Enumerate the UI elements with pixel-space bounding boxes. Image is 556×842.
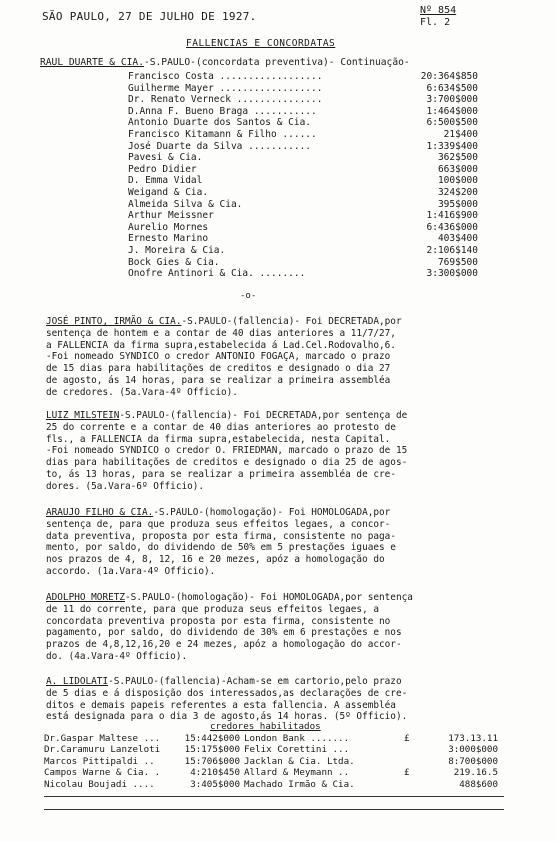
qualified-creditors-table [44,733,514,790]
creditor-row [128,257,498,269]
entry-line: JOSÉ PINTO, IRMÃO & CIA.-S.PAULO-(fallencia)- Foi DECRETADA,por [46,316,402,327]
creditor-amount: 1:416$900 [426,210,478,222]
entry-luiz-milstein [46,410,506,493]
creditor-row [128,199,498,211]
creditor-amount: 324$200 [437,186,478,198]
creditor-amount: 1:339$400 [426,140,478,152]
entry-line: mento, por saldo, do dividendo de 50% em 5 prestações iguaes e [46,542,396,554]
creditor-row [128,94,498,106]
entry-firm-name: LUIZ MILSTEIN [46,410,120,421]
creditor-name: Guilherme Mayer .................. [128,82,323,94]
entry-line: de agosto, ás 14 horas, para se realizar a primeira assembléa [46,374,391,386]
entry-heading-rest: -S.PAULO-(concordata preventiva)- Continuação- [143,57,410,68]
creditor-name: Antonio Duarte dos Santos & Cia. [128,117,312,129]
entry-line: a FALLENCIA da firma supra,estabelecida á Lad.Cel.Rodovalho,6. [46,339,396,351]
entry-line: nos prazos de 4, 8, 12, 16 e 20 mezes, apóz a homologação do [46,554,385,566]
entry-line: sentença de, para que produza seus effeitos legaes, a concor- [46,518,391,530]
creditor-amount: 6:436$000 [426,221,478,233]
creditor-row [128,129,498,141]
creditor-amount: 403$400 [437,233,478,245]
creditor-name: Onofre Antinori & Cia. ........ [128,268,306,280]
creditor-name: Aurelio Mornes [128,221,209,233]
creditor-name: Weigand & Cia. [128,186,209,198]
entry-line: pagamento, por saldo, do dividendo de 30% em 6 prestações e nos [46,627,402,639]
creditor-row [128,245,498,257]
entry-line: está designada para o dia 3 de agosto,ás 14 horas. (5º Officio). [46,711,408,723]
creditor-name: José Duarte da Silva ........... [128,140,312,152]
creditor-name: J. Moreira & Cia. [128,244,226,256]
creditor-name: Bock Gies & Cia. [128,256,220,268]
entry-line: de credores. (5a.Vara-4º Officio). [46,386,238,398]
entry-line: data preventiva, proposta por esta firma, consistente no paga- [46,530,396,542]
entry-line: do. (4a.Vara-4º Officio). [46,650,188,662]
divider-rule [44,809,504,810]
entry-a-lidolati [46,676,506,723]
creditor-name: Ernesto Marino [128,233,209,245]
creditor-amount: 3:300$000 [426,268,478,280]
entry-jose-pinto [46,316,506,399]
creditor-amount: 3:700$000 [426,94,478,106]
creditor-row [128,106,498,118]
creditor-name: Almeida Silva & Cia. [128,198,243,210]
sheet-number: Fl. 2 [420,17,451,28]
creditor-row [128,233,498,245]
creditor-name: Arthur Meissner [128,210,214,222]
creditor-amount: 663$000 [437,163,478,175]
creditor-name: Francisco Kitamann & Filho ...... [128,128,317,140]
table-row: Nicolau Boujadi .... 3:405$000 Machado Irmão & Cia. 488$600 [44,778,498,790]
entry-line: fls., a FALLENCIA da firma supra,estabelecida, nesta Capital. [46,433,391,445]
entry-line: accordo. (1a.Vara-4º Officio). [46,565,216,577]
entry-line: concordata preventiva proposta por esta firma, consistente no [46,615,391,627]
table-row: Campos Warne & Cia. . 4:210$450 Allard & Meymann .. £ 219.16.5 [44,767,498,779]
entry-line: de 5 dias e á disposição dos interessados,as declarações de cre- [46,687,408,699]
entry-line: A. LIDOLATI-S.PAULO-(fallencia)-Acham-se em cartorio,pelo prazo [46,676,402,687]
entry-firm-name: ADOLPHO MORETZ [46,592,126,603]
entry-line: de 15 dias para habilitações de creditos e designado o dia 27 [46,363,391,375]
creditor-name: Pedro Didier [128,163,197,175]
entry-line: dias para habilitações de creditos e designado o dia 25 de agos- [46,457,408,469]
creditor-row [128,175,498,187]
section-title: FALLENCIAS E CONCORDATAS [186,38,336,49]
entry-firm-name: RAUL DUARTE & CIA. [40,57,144,68]
entry-line: -Foi nomeado SYNDICO o credor O. FRIEDMAN, marcado o prazo de 15 [46,445,408,457]
creditor-row [128,141,498,153]
creditor-amount: 21$400 [443,128,478,140]
entry-line: sentença de hontem e a contar de 40 dias anteriores a 11/7/27, [46,327,396,339]
creditors-subtitle: credores habilitados [210,721,321,732]
entry-line: ditos e demais papeis referentes a esta fallencia. A assembléa [46,699,396,711]
creditor-row [128,117,498,129]
bulletin-number: Nº 854 [420,5,457,16]
creditor-name: D. Emma Vidal [128,175,203,187]
section-separator: -o- [240,291,257,301]
creditor-amount: 2:106$140 [426,244,478,256]
creditor-amount: 769$500 [437,256,478,268]
table-row: Marcos Pittipaldi .. 15:706$000 Jacklan & Cia. Ltda. 8:700$000 [44,755,498,767]
entry-adolpho-moretz [46,592,506,663]
creditor-row [128,164,498,176]
creditor-amount: 100$000 [437,175,478,187]
creditor-amount: 362$500 [437,152,478,164]
creditor-amount: 20:364$850 [420,71,478,82]
creditor-name: Pavesi & Cia. [128,152,203,164]
table-row: Dr.Caramuru Lanzeloti 15:175$000 Felix Corettini ... 3:000$000 [44,744,498,756]
creditor-row [128,83,498,95]
dateline: SÃO PAULO, 27 DE JULHO DE 1927. [42,10,257,23]
entry-firm-name: ARAUJO FILHO & CIA. [46,507,154,518]
creditor-amount: 6:500$500 [426,117,478,129]
creditor-row [128,187,498,199]
creditor-row [128,210,498,222]
entry-firm-name: JOSÉ PINTO, IRMÃO & CIA. [46,316,182,327]
entry-line: to, ás 13 horas, para se realizar a primeira assembléa de cre- [46,468,396,480]
entry-line: prazos de 4,8,12,16,20 e 24 mezes, apóz a homologação do accor- [46,639,402,651]
entry-line: LUIZ MILSTEIN-S.PAULO-(fallencia)- Foi DECRETADA,por sentença de [46,410,408,421]
page-reference [420,5,456,29]
entry-line: -Foi nomeado SYNDICO o credor ANTONIO FOGAÇA, marcado o prazo [46,351,391,363]
creditor-name: Dr. Renato Verneck ............... [128,94,323,106]
entry-line: ADOLPHO MORETZ-S.PAULO-(homologação)- Foi HOMOLOGADA,por sentença [46,592,413,603]
creditor-row [128,152,498,164]
creditor-amount: 395$000 [437,198,478,210]
creditor-name: D.Anna F. Bueno Braga ........... [128,105,317,117]
table-row: Dr.Gaspar Maltese ... 15:442$000 London Bank ....... £ 173.13.11 [44,733,498,744]
entry-araujo-filho [46,507,506,578]
entry-line: de 11 do corrente, para que produza seus effeitos legaes, a [46,603,380,615]
creditor-name: Francisco Costa .................. [128,71,323,82]
entry-line: ARAUJO FILHO & CIA.-S.PAULO-(homologação)- Foi HOMOLOGADA,por [46,507,391,518]
creditor-row [128,222,498,234]
entry-line: 25 do corrente e a contar de 40 dias anteriores ao protesto de [46,421,396,433]
creditor-row [128,268,498,280]
entry-heading-raul-duarte [40,57,410,68]
divider-rule [44,796,504,797]
entry-firm-name: A. LIDOLATI [46,676,109,687]
entry-line: dores. (5a.Vara-6º Officio). [46,480,205,492]
creditor-amount: 6:634$500 [426,82,478,94]
creditor-row [128,71,498,83]
creditor-list [128,71,498,280]
creditor-amount: 1:464$000 [426,105,478,117]
